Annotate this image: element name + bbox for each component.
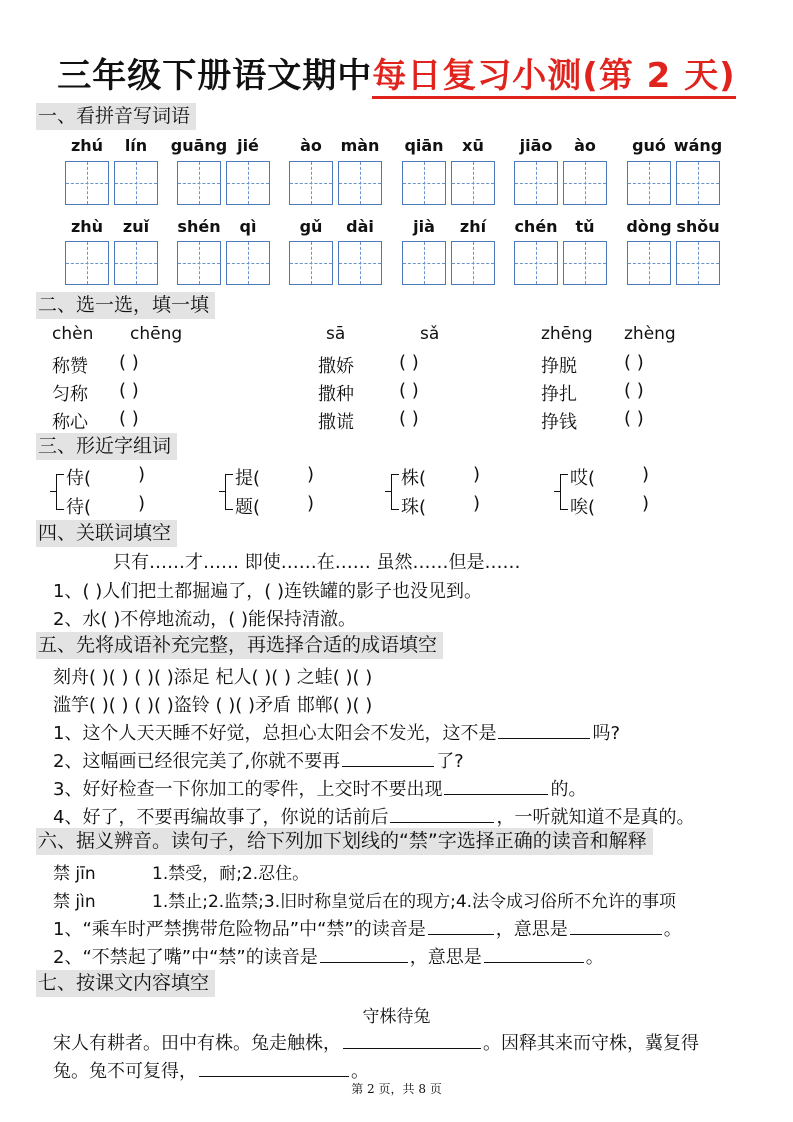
answer-line[interactable] bbox=[428, 933, 494, 935]
pinyin-syllable: dài bbox=[346, 217, 374, 236]
choice-word: 撒娇 bbox=[318, 356, 354, 377]
similar-char: 哎( bbox=[570, 468, 596, 489]
pinyin-syllable: zhú bbox=[70, 136, 104, 155]
pinyin-syllable: guāng bbox=[170, 136, 228, 155]
writing-grid-box[interactable] bbox=[451, 161, 495, 205]
similar-char: 题( bbox=[235, 497, 261, 518]
title-main: 三年级下册语文期中 bbox=[57, 56, 373, 96]
writing-grid-box[interactable] bbox=[627, 241, 671, 285]
pinyin-syllable: qiān bbox=[404, 136, 444, 155]
writing-grid-box[interactable] bbox=[514, 161, 558, 205]
similar-char: 株( bbox=[401, 468, 427, 489]
answer-line[interactable] bbox=[320, 961, 408, 963]
section-4-heading: 四、关联词填空 bbox=[36, 520, 177, 547]
answer-close-paren[interactable]: ) bbox=[473, 493, 481, 514]
writing-grid-box[interactable] bbox=[226, 241, 270, 285]
pinyin-syllable: xū bbox=[462, 136, 484, 155]
pinyin-syllable: shén bbox=[177, 217, 221, 236]
choice-word: 匀称 bbox=[52, 384, 88, 405]
passage-line-1: 宋人有耕者。田中有株。兔走触株， 。因释其来而守株，冀复得 bbox=[53, 1033, 699, 1054]
writing-grid-box[interactable] bbox=[338, 241, 382, 285]
brace-icon bbox=[560, 474, 568, 510]
writing-grid-box[interactable] bbox=[114, 241, 158, 285]
answer-line[interactable] bbox=[570, 933, 662, 935]
pinyin-syllable: dòng bbox=[626, 217, 672, 236]
conjunction-q1: 1、( )人们把土都掘遍了，( )连铁罐的影子也没见到。 bbox=[53, 581, 482, 602]
writing-grid-box[interactable] bbox=[627, 161, 671, 205]
writing-grid-box[interactable] bbox=[402, 161, 446, 205]
writing-grid-box[interactable] bbox=[226, 161, 270, 205]
answer-line[interactable] bbox=[390, 821, 494, 823]
writing-grid-box[interactable] bbox=[451, 241, 495, 285]
reading-chen: chèn bbox=[52, 324, 94, 344]
pinyin-syllable: gǔ bbox=[299, 217, 323, 236]
similar-char: 侍( bbox=[66, 468, 92, 489]
pinyin-syllable: zhù bbox=[70, 217, 104, 236]
answer-parentheses[interactable]: ( ) bbox=[624, 352, 644, 373]
passage-title: 守株待兔 bbox=[362, 1007, 431, 1027]
brace-icon bbox=[56, 474, 64, 510]
writing-grid-box[interactable] bbox=[676, 161, 720, 205]
answer-close-paren[interactable]: ) bbox=[642, 464, 650, 485]
reading-zheng1: zhēng bbox=[541, 324, 593, 344]
conjunction-options: 只有……才…… 即使……在…… 虽然……但是…… bbox=[113, 552, 521, 573]
pinyin-syllable: jié bbox=[237, 136, 259, 155]
title-highlight: 每日复习小测(第 2 天) bbox=[372, 56, 735, 99]
passage-line-2: 兔。兔不可复得， 。 bbox=[53, 1061, 369, 1082]
answer-parentheses[interactable]: ( ) bbox=[119, 408, 139, 429]
pinyin-syllable: zuǐ bbox=[122, 217, 150, 236]
section-5-heading: 五、先将成语补充完整，再选择合适的成语填空 bbox=[36, 632, 443, 659]
pinyin-syllable: màn bbox=[340, 136, 380, 155]
def1-meaning: 1.禁受，耐;2.忍住。 bbox=[152, 864, 310, 884]
writing-grid-box[interactable] bbox=[563, 241, 607, 285]
answer-line[interactable] bbox=[498, 737, 590, 739]
answer-parentheses[interactable]: ( ) bbox=[624, 380, 644, 401]
choice-word: 挣扎 bbox=[541, 384, 577, 405]
section-2-heading: 二、选一选，填一填 bbox=[36, 292, 215, 319]
answer-close-paren[interactable]: ) bbox=[307, 493, 315, 514]
page-title bbox=[0, 48, 793, 97]
answer-close-paren[interactable]: ) bbox=[138, 464, 146, 485]
reading-zheng4: zhèng bbox=[624, 324, 676, 344]
idiom-row-1: 刻舟( )( ) ( )( )添足 杞人( )( ) 之蛙( )( ) bbox=[53, 667, 373, 688]
reading-sa3: sǎ bbox=[420, 324, 440, 344]
pinyin-syllable: tǔ bbox=[575, 217, 595, 236]
page-footer: 第 2 页，共 8 页 bbox=[351, 1082, 442, 1096]
writing-grid-box[interactable] bbox=[65, 161, 109, 205]
answer-close-paren[interactable]: ) bbox=[138, 493, 146, 514]
choice-word: 挣钱 bbox=[541, 412, 577, 433]
choice-word: 撒谎 bbox=[318, 412, 354, 433]
answer-line[interactable] bbox=[199, 1075, 349, 1077]
writing-grid-box[interactable] bbox=[65, 241, 109, 285]
reading-sa1: sā bbox=[326, 324, 346, 344]
answer-parentheses[interactable]: ( ) bbox=[624, 408, 644, 429]
writing-grid-box[interactable] bbox=[402, 241, 446, 285]
pinyin-syllable: wáng bbox=[673, 136, 723, 155]
pinyin-syllable: ào bbox=[300, 136, 322, 155]
pronunciation-q2: 2、“不禁起了嘴”中“禁”的读音是 ，意思是 。 bbox=[53, 947, 604, 968]
section-7-heading: 七、按课文内容填空 bbox=[36, 970, 215, 997]
answer-parentheses[interactable]: ( ) bbox=[119, 352, 139, 373]
reading-cheng: chēng bbox=[130, 324, 183, 344]
answer-line[interactable] bbox=[342, 765, 434, 767]
answer-parentheses[interactable]: ( ) bbox=[119, 380, 139, 401]
pinyin-syllable: jià bbox=[413, 217, 435, 236]
answer-parentheses[interactable]: ( ) bbox=[399, 352, 419, 373]
writing-grid-box[interactable] bbox=[177, 161, 221, 205]
writing-grid-box[interactable] bbox=[563, 161, 607, 205]
choice-word: 称赞 bbox=[52, 356, 88, 377]
writing-grid-box[interactable] bbox=[289, 161, 333, 205]
answer-line[interactable] bbox=[444, 793, 548, 795]
idiom-q2: 2、这幅画已经很完美了,你就不要再 了? bbox=[53, 751, 464, 772]
similar-char: 提( bbox=[235, 468, 261, 489]
pinyin-syllable: shǒu bbox=[676, 217, 720, 236]
choice-word: 撒种 bbox=[318, 384, 354, 405]
idiom-row-2: 滥竽( )( ) ( )( )盗铃 ( )( )矛盾 邯郸( )( ) bbox=[53, 695, 373, 716]
choice-word: 称心 bbox=[52, 412, 88, 433]
similar-char: 珠( bbox=[401, 497, 427, 518]
pinyin-syllable: ào bbox=[574, 136, 596, 155]
idiom-q3: 3、好好检查一下你加工的零件，上交时不要出现 的。 bbox=[53, 779, 587, 800]
writing-grid-box[interactable] bbox=[338, 161, 382, 205]
brace-icon bbox=[391, 474, 399, 510]
similar-char: 待( bbox=[66, 497, 92, 518]
pinyin-syllable: jiāo bbox=[519, 136, 553, 155]
idiom-q1: 1、这个人天天睡不好觉，总担心太阳会不发光，这不是 吗? bbox=[53, 723, 621, 744]
answer-parentheses[interactable]: ( ) bbox=[399, 380, 419, 401]
writing-grid-box[interactable] bbox=[514, 241, 558, 285]
answer-line[interactable] bbox=[484, 961, 584, 963]
similar-char: 唉( bbox=[570, 497, 596, 518]
idiom-q4: 4、好了，不要再编故事了，你说的话前后 ，一听就知道不是真的。 bbox=[53, 807, 695, 828]
def1-char: 禁 jīn bbox=[53, 864, 96, 884]
pinyin-syllable: lín bbox=[124, 136, 148, 155]
answer-close-paren[interactable]: ) bbox=[307, 464, 315, 485]
writing-grid-box[interactable] bbox=[177, 241, 221, 285]
writing-grid-box[interactable] bbox=[114, 161, 158, 205]
def2-char: 禁 jìn bbox=[53, 892, 96, 912]
answer-close-paren[interactable]: ) bbox=[473, 464, 481, 485]
pinyin-syllable: zhí bbox=[459, 217, 487, 236]
pinyin-syllable: guó bbox=[632, 136, 666, 155]
pinyin-syllable: qì bbox=[239, 217, 257, 236]
pinyin-syllable: chén bbox=[514, 217, 558, 236]
section-3-heading: 三、形近字组词 bbox=[36, 433, 177, 460]
pronunciation-q1: 1、“乘车时严禁携带危险物品”中“禁”的读音是 ，意思是 。 bbox=[53, 919, 682, 940]
answer-line[interactable] bbox=[343, 1047, 481, 1049]
section-6-heading: 六、据义辨音。读句子，给下列加下划线的“禁”字选择正确的读音和解释 bbox=[36, 828, 653, 855]
brace-icon bbox=[225, 474, 233, 510]
section-1-heading: 一、看拼音写词语 bbox=[36, 103, 196, 130]
answer-parentheses[interactable]: ( ) bbox=[399, 408, 419, 429]
def2-meaning: 1.禁止;2.监禁;3.旧时称皇觉后在的现方;4.法令成习俗所不允许的事项 bbox=[152, 892, 677, 912]
answer-close-paren[interactable]: ) bbox=[642, 493, 650, 514]
conjunction-q2: 2、水( )不停地流动，( )能保持清澈。 bbox=[53, 609, 356, 630]
writing-grid-box[interactable] bbox=[676, 241, 720, 285]
choice-word: 挣脱 bbox=[541, 356, 577, 377]
writing-grid-box[interactable] bbox=[289, 241, 333, 285]
